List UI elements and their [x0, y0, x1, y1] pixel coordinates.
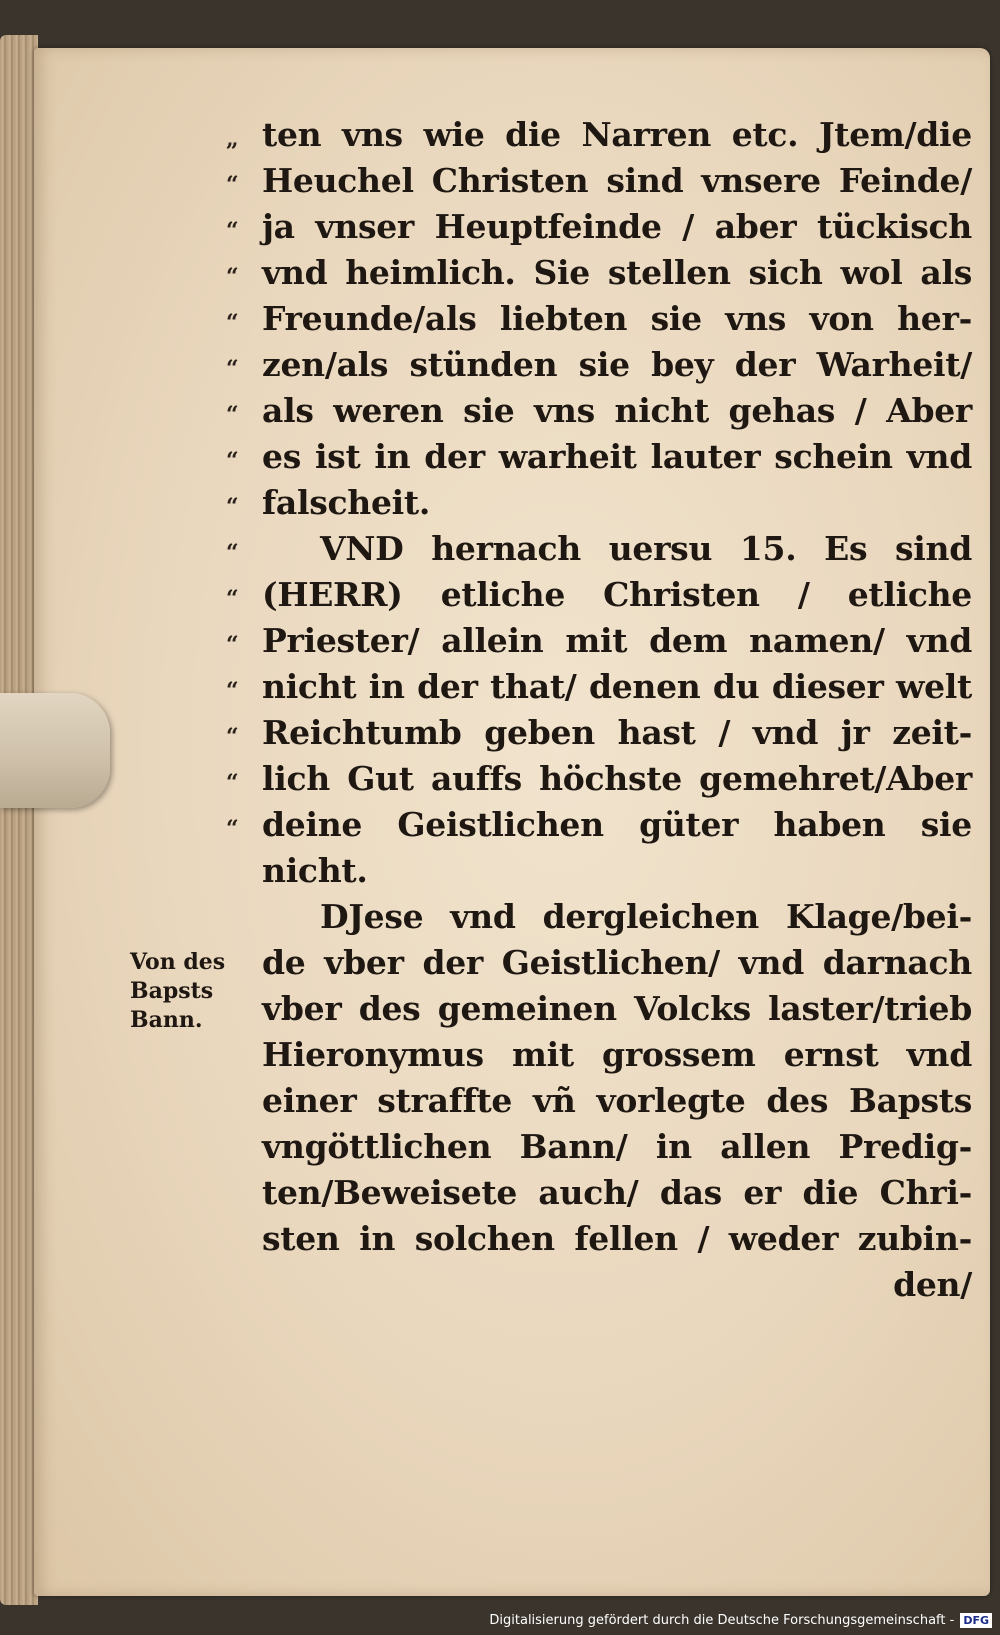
line-text: vber des gemeinen Volcks laster/trieb — [262, 989, 972, 1028]
line-text: Freunde/als liebten sie vns von her- — [262, 299, 972, 338]
text-line — [226, 664, 972, 710]
catchword-line — [232, 1262, 972, 1308]
quote-mark: “ — [226, 448, 239, 474]
line-text: sten in solchen fellen / weder zubin- — [262, 1219, 972, 1258]
line-text: VND hernach uersu 15. Es sind — [320, 529, 972, 568]
text-line — [232, 848, 972, 894]
dfg-logo: DFG — [960, 1613, 992, 1628]
line-text: vnd heimlich. Sie stellen sich wol als — [262, 253, 972, 292]
quote-mark: “ — [226, 540, 239, 566]
text-line — [232, 1078, 972, 1124]
line-text: ten vns wie die Narren etc. Jtem/die — [262, 115, 972, 154]
text-line — [226, 710, 972, 756]
text-line — [226, 158, 972, 204]
book-page-edges — [0, 35, 38, 1605]
text-line — [232, 1170, 972, 1216]
text-line — [226, 434, 972, 480]
text-line — [232, 986, 972, 1032]
digitization-footer — [489, 1609, 992, 1631]
quote-mark: “ — [226, 678, 239, 704]
footer-credit: Digitalisierung gefördert durch die Deutsche Forschungsgemeinschaft - — [489, 1612, 955, 1628]
text-line — [226, 250, 972, 296]
line-text: einer straffte vñ vorlegte des Bapsts — [262, 1081, 972, 1120]
quote-mark: „ — [226, 126, 239, 152]
quote-mark: “ — [226, 632, 239, 658]
text-line — [226, 618, 972, 664]
quote-mark: “ — [226, 172, 239, 198]
quote-mark: “ — [226, 264, 239, 290]
quote-mark: “ — [226, 494, 239, 520]
line-text: lich Gut auffs höchste gemehret/Aber — [262, 759, 972, 798]
line-text: Priester/ allein mit dem namen/ vnd — [262, 621, 972, 660]
text-line — [226, 480, 972, 526]
line-text: (HERR) etliche Christen / etliche — [262, 575, 972, 614]
text-line — [232, 1032, 972, 1078]
text-line — [232, 940, 972, 986]
quote-mark: “ — [226, 402, 239, 428]
line-text: ja vnser Heuptfeinde / aber tückisch — [262, 207, 972, 246]
line-text: zen/als stünden sie bey der Warheit/ — [262, 345, 972, 384]
line-text: falscheit. — [262, 483, 431, 522]
line-text: als weren sie vns nicht gehas / Aber — [262, 391, 972, 430]
margin-note-line: Von des — [130, 949, 226, 975]
text-line — [226, 112, 972, 158]
text-line — [226, 204, 972, 250]
line-text: de vber der Geistlichen/ vnd darnach — [262, 943, 972, 982]
page-text — [226, 112, 972, 1308]
line-text: Reichtumb geben hast / vnd jr zeit- — [262, 713, 972, 752]
text-line — [232, 894, 972, 940]
quote-mark: “ — [226, 586, 239, 612]
quote-mark: “ — [226, 816, 239, 842]
line-text: es ist in der warheit lauter schein vnd — [262, 437, 972, 476]
line-text: nicht in der that/ denen du dieser welt — [262, 667, 972, 706]
text-line — [226, 388, 972, 434]
quote-mark: “ — [226, 724, 239, 750]
text-line — [232, 1216, 972, 1262]
quote-mark: “ — [226, 770, 239, 796]
line-text: Heuchel Christen sind vnsere Feinde/ — [262, 161, 972, 200]
line-text: ten/Beweisete auch/ das er die Chri- — [262, 1173, 972, 1212]
line-text: DJese vnd dergleichen Klage/bei- — [320, 897, 972, 936]
line-text: Hieronymus mit grossem ernst vnd — [262, 1035, 972, 1074]
text-line — [226, 756, 972, 802]
margin-note-line: Bann. — [130, 1007, 203, 1033]
text-line — [226, 802, 972, 848]
line-text: deine Geistlichen güter haben sie — [262, 805, 972, 844]
catchword: den/ — [893, 1265, 972, 1304]
page-clip — [0, 693, 110, 808]
margin-note-line: Bapsts — [130, 978, 214, 1004]
text-line — [226, 296, 972, 342]
text-line — [226, 572, 972, 618]
text-line — [232, 1124, 972, 1170]
line-text: nicht. — [262, 851, 368, 890]
quote-mark: “ — [226, 218, 239, 244]
line-text: vngöttlichen Bann/ in allen Predig- — [262, 1127, 972, 1166]
text-line — [226, 526, 972, 572]
text-line — [226, 342, 972, 388]
quote-mark: “ — [226, 356, 239, 382]
quote-mark: “ — [226, 310, 239, 336]
